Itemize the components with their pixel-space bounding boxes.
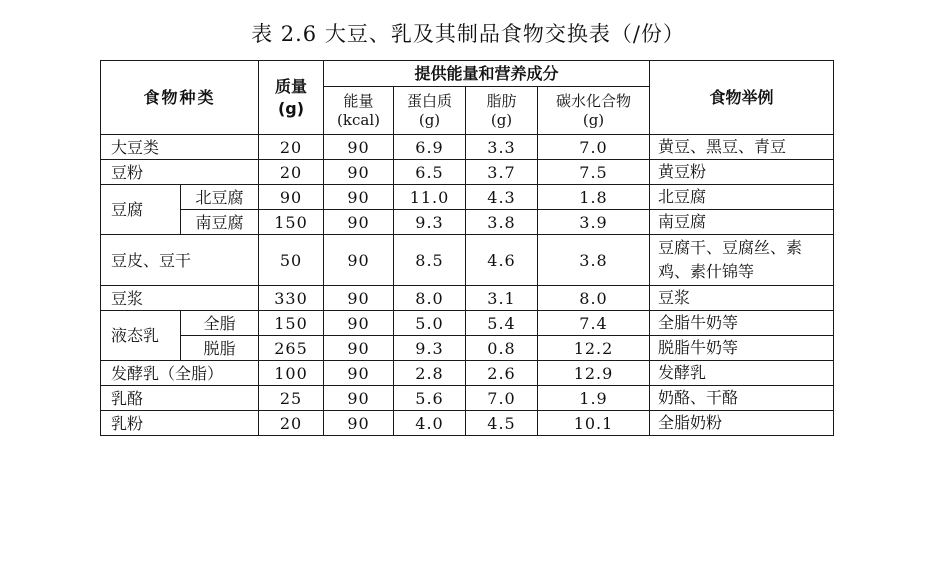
mass-cell: 150 <box>259 311 324 336</box>
fat-cell: 3.7 <box>466 160 538 185</box>
protein-header-unit: (g) <box>418 110 441 129</box>
food-subname-cell: 北豆腐 <box>181 185 259 210</box>
carbs-cell: 7.5 <box>538 160 650 185</box>
mass-cell: 330 <box>259 286 324 311</box>
energy-header-label: 能量 <box>343 91 374 110</box>
food-name-cell: 乳酪 <box>101 386 259 411</box>
carbs-cell: 3.9 <box>538 210 650 235</box>
energy-cell: 90 <box>324 135 394 160</box>
mass-cell: 265 <box>259 336 324 361</box>
food-name-cell: 豆浆 <box>101 286 259 311</box>
food-name-cell: 发酵乳（全脂） <box>101 361 259 386</box>
energy-cell: 90 <box>324 160 394 185</box>
examples-cell: 豆腐干、豆腐丝、素鸡、素什锦等 <box>650 235 834 286</box>
table-row <box>101 361 834 386</box>
table-title: 表 2.6 大豆、乳及其制品食物交换表（/份） <box>251 22 685 46</box>
protein-cell: 6.9 <box>394 135 466 160</box>
examples-cell: 发酵乳 <box>650 361 834 386</box>
table-row <box>101 235 834 286</box>
mass-cell: 50 <box>259 235 324 286</box>
nutrient-group-header: 提供能量和营养成分 <box>324 61 650 87</box>
examples-cell: 全脂奶粉 <box>650 411 834 436</box>
fat-cell: 0.8 <box>466 336 538 361</box>
protein-cell: 4.0 <box>394 411 466 436</box>
table-row <box>101 185 834 210</box>
mass-cell: 90 <box>259 185 324 210</box>
energy-cell: 90 <box>324 210 394 235</box>
examples-header: 食物举例 <box>650 61 834 135</box>
food-exchange-table <box>100 60 834 436</box>
table-row <box>101 160 834 185</box>
table-row <box>101 135 834 160</box>
carbs-cell: 3.8 <box>538 235 650 286</box>
energy-cell: 90 <box>324 411 394 436</box>
food-group-cell: 豆腐 <box>101 185 181 235</box>
fat-header <box>466 87 538 135</box>
energy-cell: 90 <box>324 286 394 311</box>
protein-cell: 5.6 <box>394 386 466 411</box>
mass-header-label: 质量 <box>274 76 307 96</box>
protein-cell: 9.3 <box>394 336 466 361</box>
food-subname-cell: 全脂 <box>181 311 259 336</box>
examples-cell: 南豆腐 <box>650 210 834 235</box>
mass-cell: 25 <box>259 386 324 411</box>
food-subname-cell: 脱脂 <box>181 336 259 361</box>
protein-cell: 8.0 <box>394 286 466 311</box>
food-subname-cell: 南豆腐 <box>181 210 259 235</box>
food-group-cell: 液态乳 <box>101 311 181 361</box>
energy-cell: 90 <box>324 235 394 286</box>
carbs-cell: 8.0 <box>538 286 650 311</box>
examples-cell: 脱脂牛奶等 <box>650 336 834 361</box>
fat-cell: 3.1 <box>466 286 538 311</box>
examples-cell: 全脂牛奶等 <box>650 311 834 336</box>
carbs-header-unit: (g) <box>582 110 605 129</box>
mass-cell: 150 <box>259 210 324 235</box>
carbs-cell: 12.9 <box>538 361 650 386</box>
carbs-cell: 1.9 <box>538 386 650 411</box>
energy-cell: 90 <box>324 361 394 386</box>
energy-cell: 90 <box>324 386 394 411</box>
energy-cell: 90 <box>324 185 394 210</box>
table-row <box>101 286 834 311</box>
fat-cell: 3.3 <box>466 135 538 160</box>
fat-cell: 3.8 <box>466 210 538 235</box>
food-name-cell: 大豆类 <box>101 135 259 160</box>
table-row <box>101 336 834 361</box>
table-row <box>101 210 834 235</box>
table-row <box>101 411 834 436</box>
energy-header-unit: (kcal) <box>337 110 380 129</box>
table-row <box>101 386 834 411</box>
fat-cell: 7.0 <box>466 386 538 411</box>
protein-cell: 2.8 <box>394 361 466 386</box>
fat-cell: 4.3 <box>466 185 538 210</box>
energy-header <box>324 87 394 135</box>
examples-cell: 豆浆 <box>650 286 834 311</box>
fat-cell: 4.5 <box>466 411 538 436</box>
energy-cell: 90 <box>324 336 394 361</box>
protein-cell: 6.5 <box>394 160 466 185</box>
mass-header <box>259 61 324 135</box>
carbs-cell: 12.2 <box>538 336 650 361</box>
fat-cell: 5.4 <box>466 311 538 336</box>
mass-cell: 20 <box>259 411 324 436</box>
examples-cell: 奶酪、干酪 <box>650 386 834 411</box>
fat-cell: 2.6 <box>466 361 538 386</box>
food-name-cell: 豆粉 <box>101 160 259 185</box>
protein-cell: 9.3 <box>394 210 466 235</box>
mass-header-unit: (g) <box>277 98 305 118</box>
examples-cell: 北豆腐 <box>650 185 834 210</box>
examples-cell: 黄豆粉 <box>650 160 834 185</box>
protein-cell: 5.0 <box>394 311 466 336</box>
mass-cell: 100 <box>259 361 324 386</box>
energy-cell: 90 <box>324 311 394 336</box>
header-row-top <box>101 61 834 87</box>
carbs-header-label: 碳水化合物 <box>555 91 631 110</box>
mass-cell: 20 <box>259 160 324 185</box>
food-type-header: 食物种类 <box>101 61 259 135</box>
protein-header-label: 蛋白质 <box>406 91 452 110</box>
food-name-cell: 豆皮、豆干 <box>101 235 259 286</box>
fat-header-label: 脂肪 <box>486 91 517 110</box>
fat-cell: 4.6 <box>466 235 538 286</box>
carbs-cell: 7.4 <box>538 311 650 336</box>
food-name-cell: 乳粉 <box>101 411 259 436</box>
carbs-cell: 10.1 <box>538 411 650 436</box>
table-row <box>101 311 834 336</box>
carbs-cell: 1.8 <box>538 185 650 210</box>
fat-header-unit: (g) <box>490 110 513 129</box>
mass-cell: 20 <box>259 135 324 160</box>
carbs-header <box>538 87 650 135</box>
protein-cell: 8.5 <box>394 235 466 286</box>
protein-header <box>394 87 466 135</box>
protein-cell: 11.0 <box>394 185 466 210</box>
carbs-cell: 7.0 <box>538 135 650 160</box>
examples-cell: 黄豆、黑豆、青豆 <box>650 135 834 160</box>
